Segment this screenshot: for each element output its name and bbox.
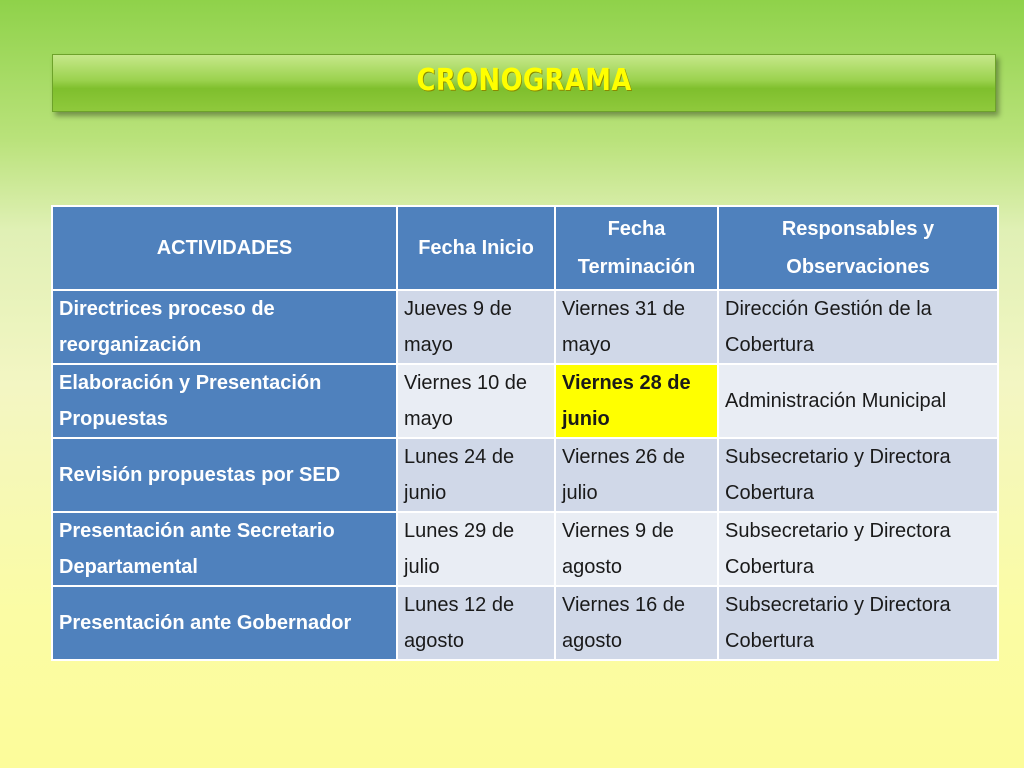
start-date-cell: Jueves 9 de mayo bbox=[397, 290, 555, 364]
end-date-cell: Viernes 16 de agosto bbox=[555, 586, 718, 660]
responsible-cell: Administración Municipal bbox=[718, 364, 998, 438]
responsible-cell: Dirección Gestión de la Cobertura bbox=[718, 290, 998, 364]
end-date-cell: Viernes 31 de mayo bbox=[555, 290, 718, 364]
activity-cell: Elaboración y Presentación Propuestas bbox=[52, 364, 397, 438]
table-row bbox=[52, 438, 998, 512]
activity-cell: Directrices proceso de reorganización bbox=[52, 290, 397, 364]
header-fecha-inicio: Fecha Inicio bbox=[397, 206, 555, 290]
table-row bbox=[52, 586, 998, 660]
table-row bbox=[52, 290, 998, 364]
table-row bbox=[52, 364, 998, 438]
start-date-cell: Lunes 24 de junio bbox=[397, 438, 555, 512]
header-responsables: Responsables y Observaciones bbox=[718, 206, 998, 290]
header-fecha-terminacion: Fecha Terminación bbox=[555, 206, 718, 290]
responsible-cell: Subsecretario y Directora Cobertura bbox=[718, 512, 998, 586]
page-title: CRONOGRAMA bbox=[416, 62, 632, 98]
schedule-table bbox=[51, 205, 999, 661]
start-date-cell: Lunes 29 de julio bbox=[397, 512, 555, 586]
end-date-cell: Viernes 9 de agosto bbox=[555, 512, 718, 586]
title-banner bbox=[52, 54, 996, 112]
activity-cell: Revisión propuestas por SED bbox=[52, 438, 397, 512]
table-header-row bbox=[52, 206, 998, 290]
activity-cell: Presentación ante Secretario Departamental bbox=[52, 512, 397, 586]
activity-cell: Presentación ante Gobernador bbox=[52, 586, 397, 660]
header-actividades: ACTIVIDADES bbox=[52, 206, 397, 290]
start-date-cell: Lunes 12 de agosto bbox=[397, 586, 555, 660]
end-date-cell: Viernes 26 de julio bbox=[555, 438, 718, 512]
end-date-cell-highlighted: Viernes 28 de junio bbox=[555, 364, 718, 438]
table-row bbox=[52, 512, 998, 586]
responsible-cell: Subsecretario y Directora Cobertura bbox=[718, 586, 998, 660]
responsible-cell: Subsecretario y Directora Cobertura bbox=[718, 438, 998, 512]
start-date-cell: Viernes 10 de mayo bbox=[397, 364, 555, 438]
